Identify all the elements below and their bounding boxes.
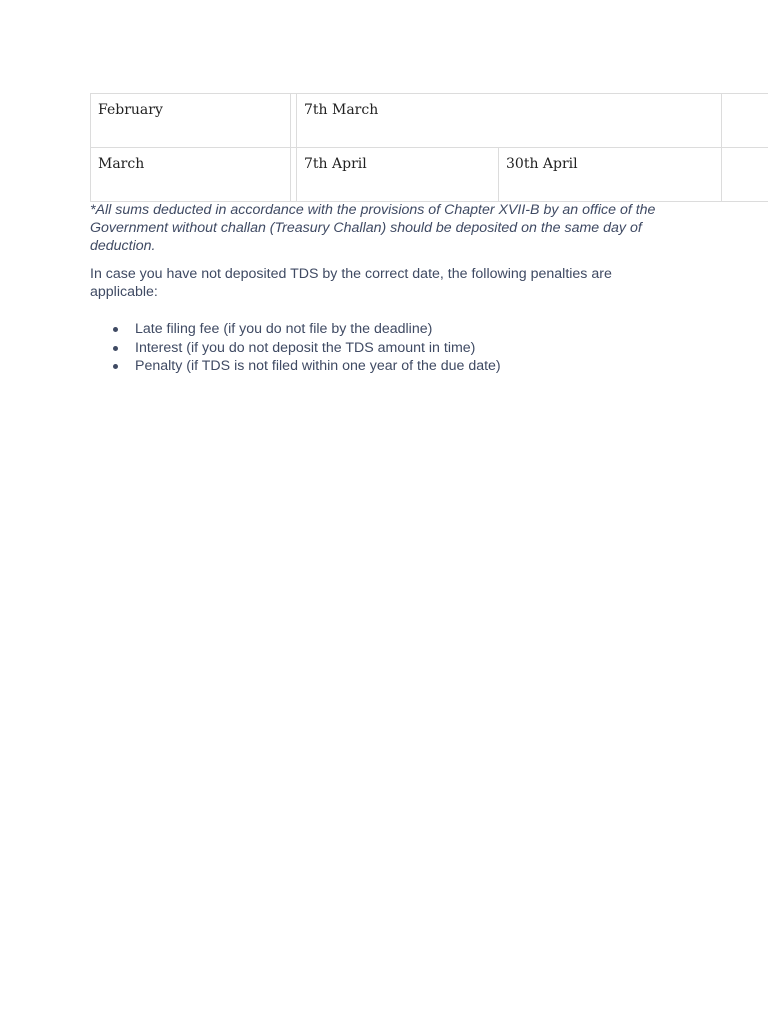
table-border [721, 93, 722, 201]
penalty-text: Interest (if you do not deposit the TDS amount in time) [135, 339, 476, 356]
penalty-text: Penalty (if TDS is not filed within one year of the due date) [135, 358, 501, 374]
list-item [90, 357, 680, 376]
table-cell-due-date: 7th April [304, 156, 367, 172]
list-item [90, 339, 680, 358]
penalty-list [90, 320, 680, 376]
table-cell-month: February [98, 102, 163, 118]
table-cell-month: March [98, 156, 145, 172]
bullet-icon [113, 346, 118, 351]
penalty-text: Late filing fee (if you do not file by the deadline) [135, 321, 433, 337]
penalty-intro: In case you have not deposited TDS by the correct date, the following penalties are applicable: [90, 266, 612, 300]
bullet-icon [113, 364, 118, 369]
bullet-icon [113, 327, 118, 332]
list-item [90, 320, 680, 339]
deposit-footnote: *All sums deducted in accordance with the provisions of Chapter XVII-B by an office of the Government without challan (Treasury Challan) should be deposited on the same day of deduction. [90, 202, 656, 254]
table-cell-due-date: 7th March [304, 102, 379, 118]
table-cell-alt-due-date: 30th April [506, 156, 578, 172]
tds-due-date-table [90, 93, 768, 201]
table-border [290, 93, 291, 201]
